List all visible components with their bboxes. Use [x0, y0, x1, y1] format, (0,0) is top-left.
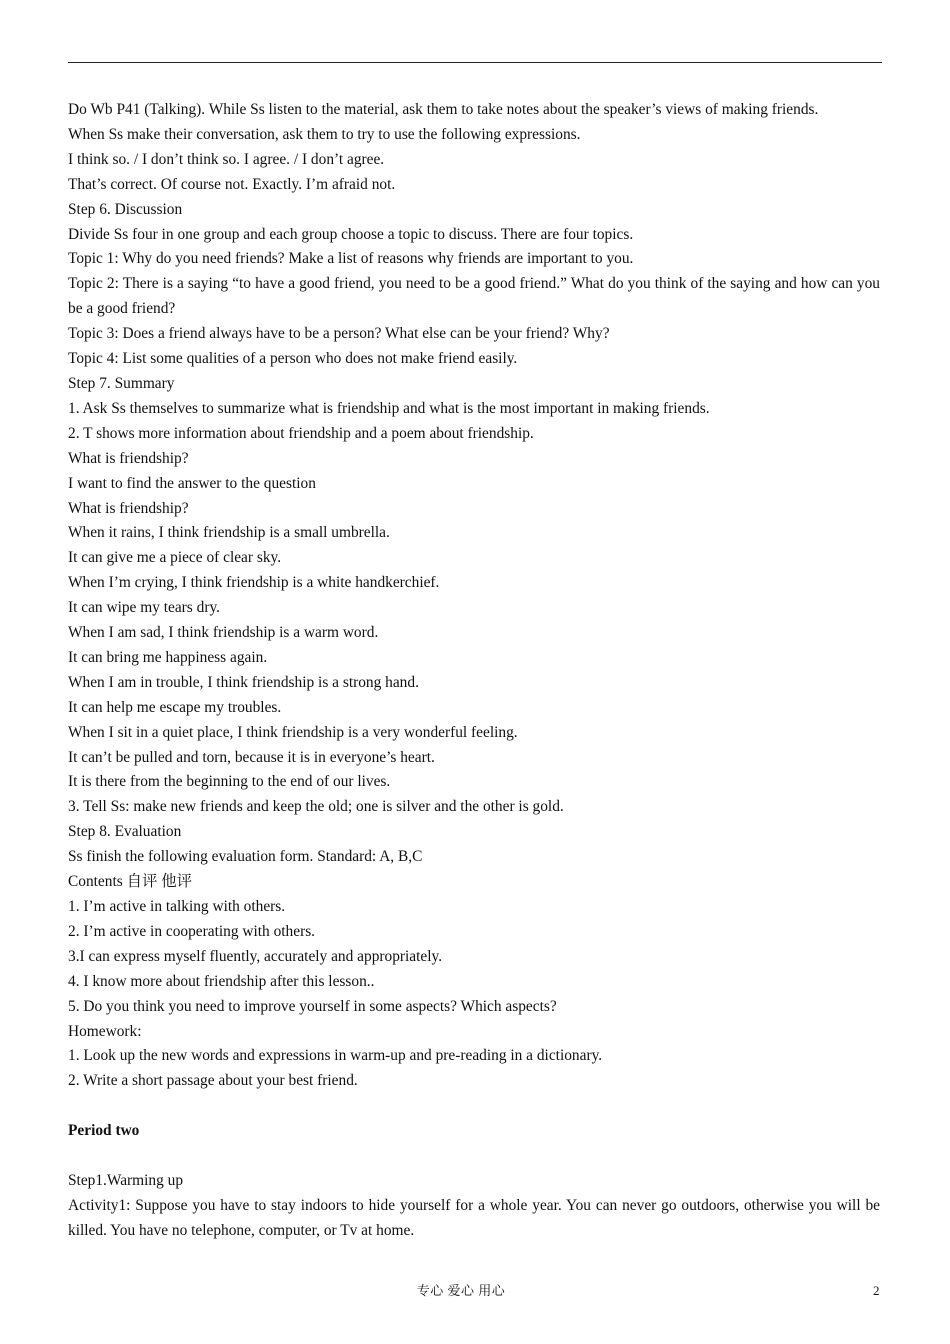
- footer-motto: 专心 爱心 用心: [416, 1283, 506, 1298]
- paragraph: That’s correct. Of course not. Exactly. I’m afraid not.: [68, 175, 396, 193]
- paragraph: 3.I can express myself fluently, accurately and appropriately.: [68, 947, 443, 965]
- paragraph: What is friendship?: [68, 449, 189, 467]
- paragraph: When Ss make their conversation, ask them to try to use the following expressions.: [68, 125, 581, 143]
- paragraph: 3. Tell Ss: make new friends and keep the old; one is silver and the other is gold.: [68, 798, 564, 816]
- paragraph: When I am in trouble, I think friendship is a strong hand.: [68, 673, 419, 691]
- paragraph: What is friendship?: [68, 499, 189, 517]
- document-body: [68, 98, 880, 1244]
- paragraph: 4. I know more about friendship after this lesson..: [68, 972, 375, 990]
- paragraph: When I’m crying, I think friendship is a white handkerchief.: [68, 574, 440, 592]
- paragraph: It can’t be pulled and torn, because it is in everyone’s heart.: [68, 748, 435, 766]
- paragraph: Ss finish the following evaluation form. Standard: A, B,C: [68, 848, 423, 866]
- section-heading: Period two: [68, 1122, 140, 1140]
- paragraph: Activity1: Suppose you have to stay indoors to hide yourself for a whole year. You can never go outdoors, otherwise you will be killed. You have no telephone, computer, or Tv at home.: [68, 1196, 880, 1239]
- paragraph: 2. I’m active in cooperating with others.: [68, 922, 316, 940]
- paragraph: It can bring me happiness again.: [68, 648, 268, 666]
- paragraph: 5. Do you think you need to improve yourself in some aspects? Which aspects?: [68, 997, 557, 1015]
- paragraph: Step 6. Discussion: [68, 200, 183, 218]
- paragraph: 1. Ask Ss themselves to summarize what is friendship and what is the most important in making friends.: [68, 399, 710, 417]
- paragraph: It can wipe my tears dry.: [68, 599, 220, 617]
- paragraph: When I am sad, I think friendship is a warm word.: [68, 624, 379, 642]
- paragraph: Topic 3: Does a friend always have to be a person? What else can be your friend? Why?: [68, 325, 610, 343]
- paragraph: 2. T shows more information about friendship and a poem about friendship.: [68, 424, 534, 442]
- blank-line: [68, 1144, 880, 1169]
- paragraph: Divide Ss four in one group and each group choose a topic to discuss. There are four topics.: [68, 225, 634, 243]
- paragraph: When it rains, I think friendship is a small umbrella.: [68, 524, 390, 542]
- paragraph: Do Wb P41 (Talking). While Ss listen to the material, ask them to take notes about the speaker’s views of making friends.: [68, 101, 819, 118]
- paragraph: Topic 2: There is a saying “to have a good friend, you need to be a good friend.” What do you think of the saying and how can you be a good friend?: [68, 275, 880, 318]
- page-number: 2: [873, 1283, 880, 1298]
- paragraph: Topic 1: Why do you need friends? Make a list of reasons why friends are important to you.: [68, 250, 634, 268]
- paragraph: 2. Write a short passage about your best friend.: [68, 1072, 358, 1090]
- paragraph: It is there from the beginning to the end of our lives.: [68, 773, 391, 791]
- paragraph: Topic 4: List some qualities of a person who does not make friend easily.: [68, 350, 518, 368]
- paragraph: I think so. / I don’t think so. I agree. / I don’t agree.: [68, 150, 385, 168]
- paragraph: When I sit in a quiet place, I think friendship is a very wonderful feeling.: [68, 723, 518, 741]
- paragraph: Step 8. Evaluation: [68, 823, 182, 841]
- header-rule: [68, 62, 882, 63]
- paragraph: I want to find the answer to the question: [68, 474, 316, 492]
- paragraph: Step1.Warming up: [68, 1171, 184, 1189]
- paragraph: 1. Look up the new words and expressions in warm-up and pre-reading in a dictionary.: [68, 1047, 603, 1065]
- paragraph: Contents 自评 他评: [68, 873, 192, 891]
- paragraph: 1. I’m active in talking with others.: [68, 898, 286, 915]
- blank-line: [68, 1094, 880, 1119]
- paragraph: Step 7. Summary: [68, 374, 175, 392]
- paragraph: It can help me escape my troubles.: [68, 698, 282, 716]
- paragraph: Homework:: [68, 1022, 142, 1040]
- paragraph: It can give me a piece of clear sky.: [68, 549, 282, 567]
